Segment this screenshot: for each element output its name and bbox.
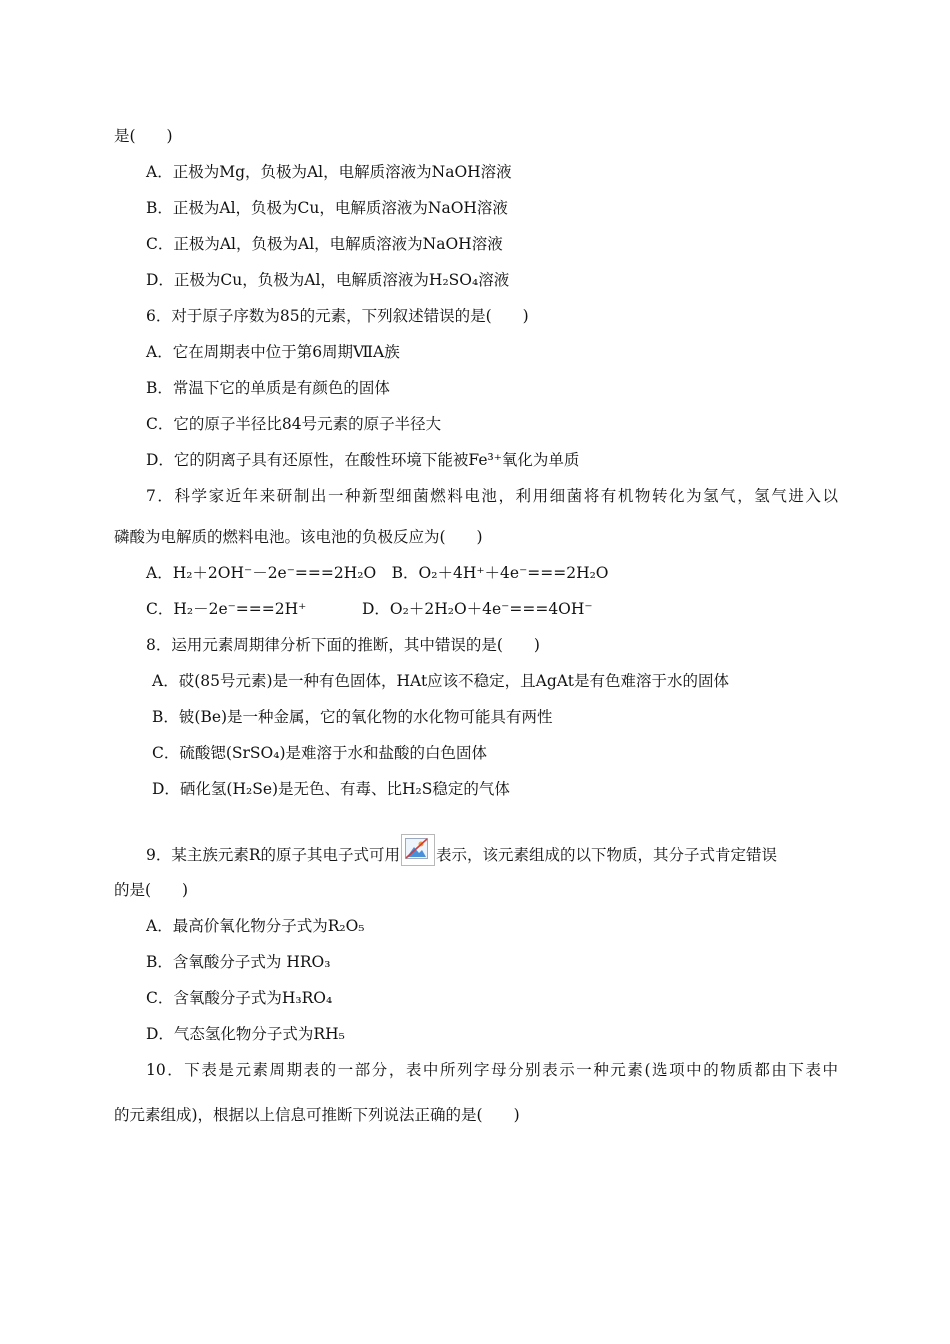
q5-option-d: D．正极为Cu，负极为Al，电解质溶液为H₂SO₄溶液 (146, 271, 510, 289)
q8-stem: 8．运用元素周期律分析下面的推断，其中错误的是( ) (146, 636, 540, 654)
q7-stem-line1-text: 7．科学家近年来研制出一种新型细菌燃料电池，利用细菌将有机物转化为氢气，氢气进入以 (146, 487, 838, 505)
q5-option-a: A．正极为Mg，负极为Al，电解质溶液为NaOH溶液 (146, 163, 512, 181)
q6-stem: 6．对于原子序数为85的元素，下列叙述错误的是( ) (146, 307, 529, 325)
q10-stem-line1 (146, 1060, 838, 1080)
broken-image-icon (401, 834, 435, 866)
q9-stem-line1 (146, 834, 777, 866)
q8-option-a: A．砹(85号元素)是一种有色固体，HAt应该不稳定，且AgAt是有色难溶于水的固体 (152, 672, 729, 690)
q8-option-d: D．硒化氢(H₂Se)是无色、有毒、比H₂S稳定的气体 (152, 780, 510, 798)
q7-option-c: C．H₂－2e⁻===2H⁺ (146, 600, 307, 618)
q6-option-b: B．常温下它的单质是有颜色的固体 (146, 379, 390, 397)
q9-stem-line2: 的是( ) (114, 881, 189, 899)
q6-option-d: D．它的阴离子具有还原性，在酸性环境下能被Fe³⁺氧化为单质 (146, 451, 580, 469)
q8-option-c: C．硫酸锶(SrSO₄)是难溶于水和盐酸的白色固体 (152, 744, 488, 762)
q9-option-d: D．气态氢化物分子式为RH₅ (146, 1025, 345, 1043)
q9-stem-before-image: 9．某主族元素R的原子其电子式可用 (146, 846, 401, 864)
q5-option-b: B．正极为Al，负极为Cu，电解质溶液为NaOH溶液 (146, 199, 508, 217)
q5-option-c: C．正极为Al，负极为Al，电解质溶液为NaOH溶液 (146, 235, 503, 253)
q10-stem-line1-text: 10．下表是元素周期表的一部分，表中所列字母分别表示一种元素(选项中的物质都由下表中 (146, 1061, 838, 1079)
q9-stem-after-image: 表示，该元素组成的以下物质，其分子式肯定错误 (436, 846, 778, 864)
q7-options-ab: A．H₂＋2OH⁻－2e⁻===2H₂O B．O₂＋4H⁺＋4e⁻===2H₂O (146, 564, 609, 582)
q6-option-c: C．它的原子半径比84号元素的原子半径大 (146, 415, 442, 433)
q7-stem-line1 (146, 486, 838, 506)
q8-option-b: B．铍(Be)是一种金属，它的氧化物的水化物可能具有两性 (152, 708, 553, 726)
q9-option-b: B．含氧酸分子式为 HRO₃ (146, 953, 331, 971)
q9-option-a: A．最高价氧化物分子式为R₂O₅ (146, 917, 365, 935)
q9-option-c: C．含氧酸分子式为H₃RO₄ (146, 989, 333, 1007)
q6-option-a: A．它在周期表中位于第6周期ⅦA族 (146, 343, 400, 361)
q7-option-d: D．O₂＋2H₂O＋4e⁻===4OH⁻ (362, 600, 593, 618)
q7-stem-line2: 磷酸为电解质的燃料电池。该电池的负极反应为( ) (114, 528, 483, 546)
q5-continuation: 是( ) (114, 127, 173, 145)
q10-stem-line2: 的元素组成)，根据以上信息可推断下列说法正确的是( ) (114, 1106, 520, 1124)
